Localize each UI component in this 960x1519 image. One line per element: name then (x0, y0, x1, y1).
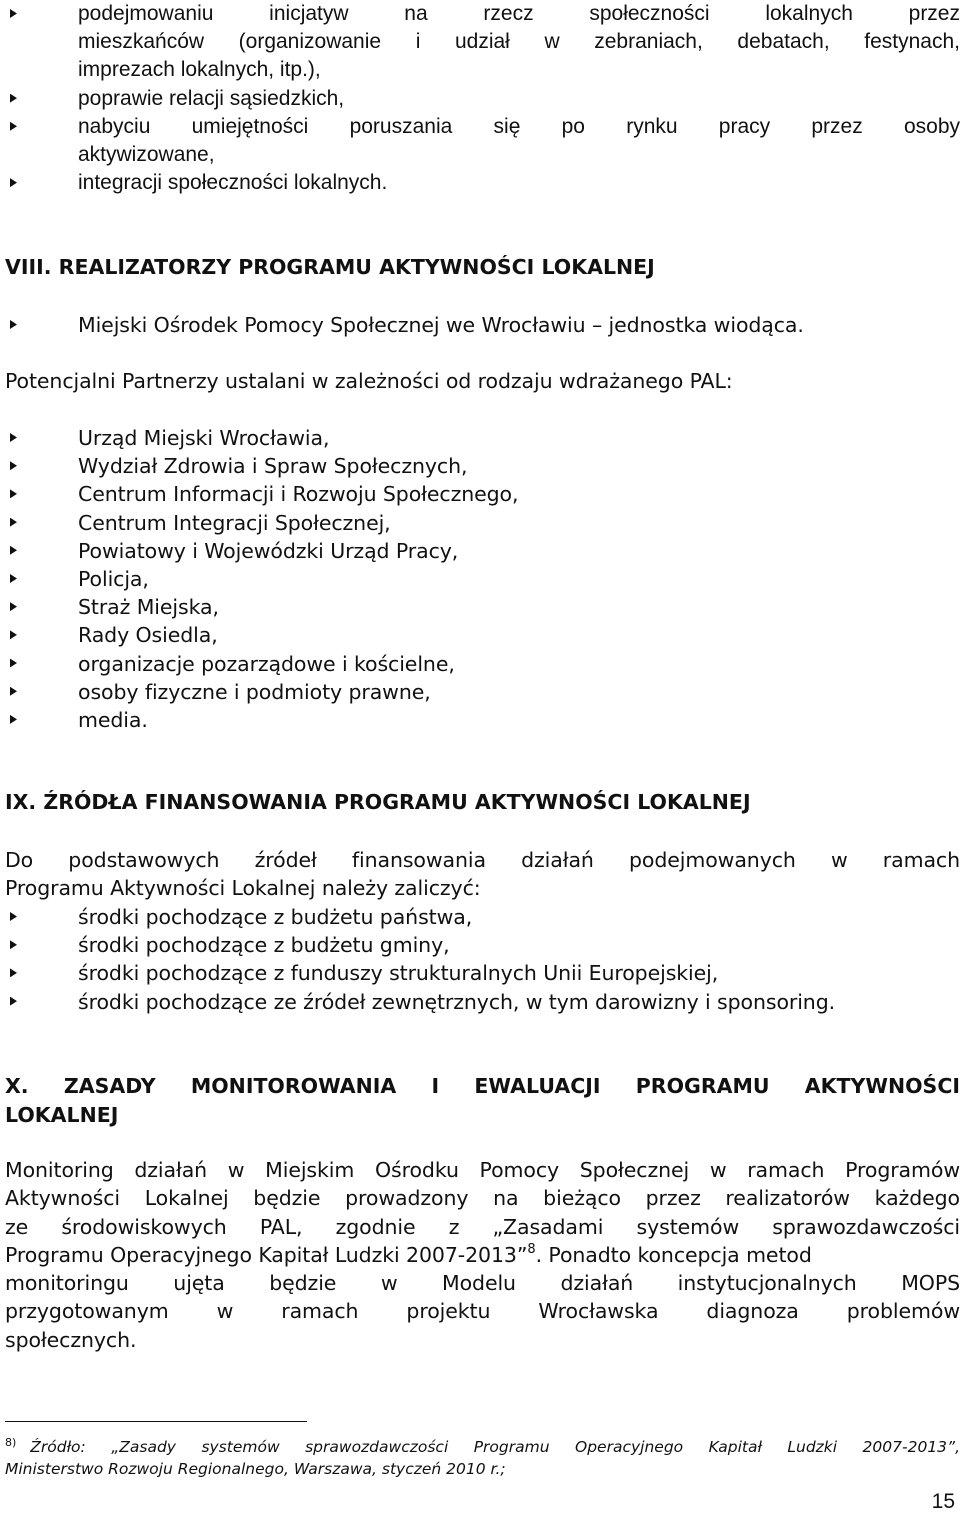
list-item (10, 959, 835, 987)
list-item-text: poprawie relacji sąsiedzkich, (78, 86, 345, 110)
heading-line: LOKALNEJ (5, 1103, 119, 1127)
bullet-icon (10, 687, 17, 696)
page-number: 15 (931, 1490, 955, 1513)
bullet-icon (10, 997, 17, 1006)
footnote-line (5, 1436, 960, 1458)
list-item (10, 650, 518, 678)
bullet-icon (10, 518, 17, 527)
bullet-icon (10, 122, 17, 131)
bullet-icon (10, 574, 17, 583)
bullet-icon (10, 94, 17, 103)
list-item-text: Straż Miejska, (78, 595, 219, 620)
list-item-text: Rady Osiedla, (78, 623, 218, 648)
footnote-mark: 8) (5, 1436, 17, 1449)
list-item-text: media. (78, 707, 148, 732)
list-item-text: osoby fizyczne i podmioty prawne, (78, 679, 431, 704)
section-viii-heading: VIII. REALIZATORZY PROGRAMU AKTYWNOŚCI LOKALNEJ (5, 255, 655, 279)
lead-bullet-list (10, 311, 804, 339)
list-item (10, 706, 518, 734)
bullet-icon (10, 461, 17, 470)
list-item (10, 85, 960, 113)
list-item (10, 169, 960, 197)
bullet-icon (10, 715, 17, 724)
bullet-icon (10, 912, 17, 921)
list-item-text: środki pochodzące z budżetu państwa, (78, 905, 473, 929)
list-item (10, 931, 835, 959)
bullet-icon (10, 489, 17, 498)
footnote-line: Ministerstwo Rozwoju Regionalnego, Warszawa, styczeń 2010 r.; (5, 1460, 506, 1478)
paragraph-line: Do podstawowych źródeł finansowania działań podejmowanych w ramach (5, 848, 960, 872)
list-item-text: aktywizowane, (78, 142, 215, 166)
list-item-text: środki pochodzące ze źródeł zewnętrznych, w tym darowizny i sponsoring. (78, 989, 836, 1014)
footnote-divider (5, 1421, 307, 1422)
list-item (10, 621, 518, 649)
bullet-icon (10, 178, 17, 187)
list-item-text: środki pochodzące z budżetu gminy, (78, 933, 450, 958)
list-item-text: organizacje pozarządowe i kościelne, (78, 651, 455, 676)
paragraph-line: monitoringu ujęta będzie w Modelu działań instytucjonalnych MOPS (5, 1271, 960, 1296)
paragraph-text: . Ponadto koncepcja metod (535, 1242, 812, 1267)
paragraph-line-with-ref (5, 1241, 960, 1269)
list-item-continuation (10, 56, 960, 84)
list-item (10, 565, 518, 593)
paragraph-line: Monitoring działań w Miejskim Ośrodku Pomocy Społecznej w ramach Programów (5, 1158, 960, 1182)
footnote-text: Źródło: „Zasady systemów sprawozdawczości Programu Operacyjnego Kapitał Ludzki 2007-2013”, (30, 1438, 960, 1456)
financing-sources-list (10, 903, 835, 1016)
bullet-icon (10, 659, 17, 668)
section-ix-heading: IX. ŹRÓDŁA FINANSOWANIA PROGRAMU AKTYWNOŚCI LOKALNEJ (5, 790, 751, 814)
list-item (10, 678, 518, 706)
list-item (10, 0, 960, 28)
list-item-continuation (10, 141, 960, 169)
list-item-text: Wydział Zdrowia i Spraw Społecznych, (78, 454, 468, 479)
list-item (10, 537, 518, 565)
list-item-text: Centrum Integracji Społecznej, (78, 510, 391, 535)
paragraph-line: Programu Aktywności Lokalnej należy zaliczyć: (5, 876, 481, 901)
bullet-icon (10, 546, 17, 555)
list-item-continuation (10, 28, 960, 56)
paragraph-line: społecznych. (5, 1327, 137, 1352)
list-item (10, 311, 804, 339)
list-item (10, 988, 835, 1016)
paragraph-text: Programu Operacyjnego Kapitał Ludzki 2007-2013” (5, 1242, 528, 1267)
heading-line: X. ZASADY MONITOROWANIA I EWALUACJI PROGRAMU AKTYWNOŚCI (5, 1074, 960, 1098)
list-item (10, 113, 960, 141)
bullet-icon (10, 630, 17, 639)
bullet-icon (10, 433, 17, 442)
top-bullet-list (10, 0, 960, 197)
paragraph-line: ze środowiskowych PAL, zgodnie z „Zasadami systemów sprawozdawczości (5, 1214, 960, 1239)
list-item-text: nabyciu umiejętności poruszania się po rynku pracy przez osoby (78, 114, 960, 138)
footnote-ref[interactable]: 8 (527, 1241, 536, 1257)
partners-list (10, 424, 518, 734)
list-item-text: Miejski Ośrodek Pomocy Społecznej we Wrocławiu – jednostka wiodąca. (78, 313, 804, 337)
bullet-icon (10, 320, 17, 329)
list-item (10, 452, 518, 480)
list-item (10, 480, 518, 508)
paragraph-line: Aktywności Lokalnej będzie prowadzony na bieżąco przez realizatorów każdego (5, 1186, 960, 1211)
bullet-icon (10, 602, 17, 611)
list-item-text: podejmowaniu inicjatyw na rzecz społeczności lokalnych przez (78, 2, 960, 25)
list-item-text: mieszkańców (organizowanie i udział w zebraniach, debatach, festynach, (78, 30, 960, 54)
list-item-text: Powiatowy i Wojewódzki Urząd Pracy, (78, 538, 459, 563)
list-item (10, 593, 518, 621)
list-item-text: imprezach lokalnych, itp.), (78, 58, 321, 82)
list-item (10, 424, 518, 452)
partners-intro: Potencjalni Partnerzy ustalani w zależności od rodzaju wdrażanego PAL: (5, 369, 733, 393)
section-x-heading (5, 1072, 960, 1130)
list-item-text: Centrum Informacji i Rozwoju Społecznego, (78, 482, 519, 507)
footnote (5, 1436, 960, 1480)
paragraph-line: przygotowanym w ramach projektu Wrocławska diagnoza problemów (5, 1299, 960, 1324)
monitoring-paragraph (5, 1156, 960, 1354)
bullet-icon (10, 968, 17, 977)
list-item (10, 903, 835, 931)
bullet-icon (10, 940, 17, 949)
financing-intro (5, 846, 960, 903)
list-item (10, 509, 518, 537)
bullet-icon (10, 9, 17, 18)
list-item-text: środki pochodzące z funduszy strukturalnych Unii Europejskiej, (78, 961, 719, 986)
list-item-text: integracji społeczności lokalnych. (78, 171, 388, 195)
list-item-text: Policja, (78, 566, 149, 591)
list-item-text: Urząd Miejski Wrocławia, (78, 426, 330, 450)
